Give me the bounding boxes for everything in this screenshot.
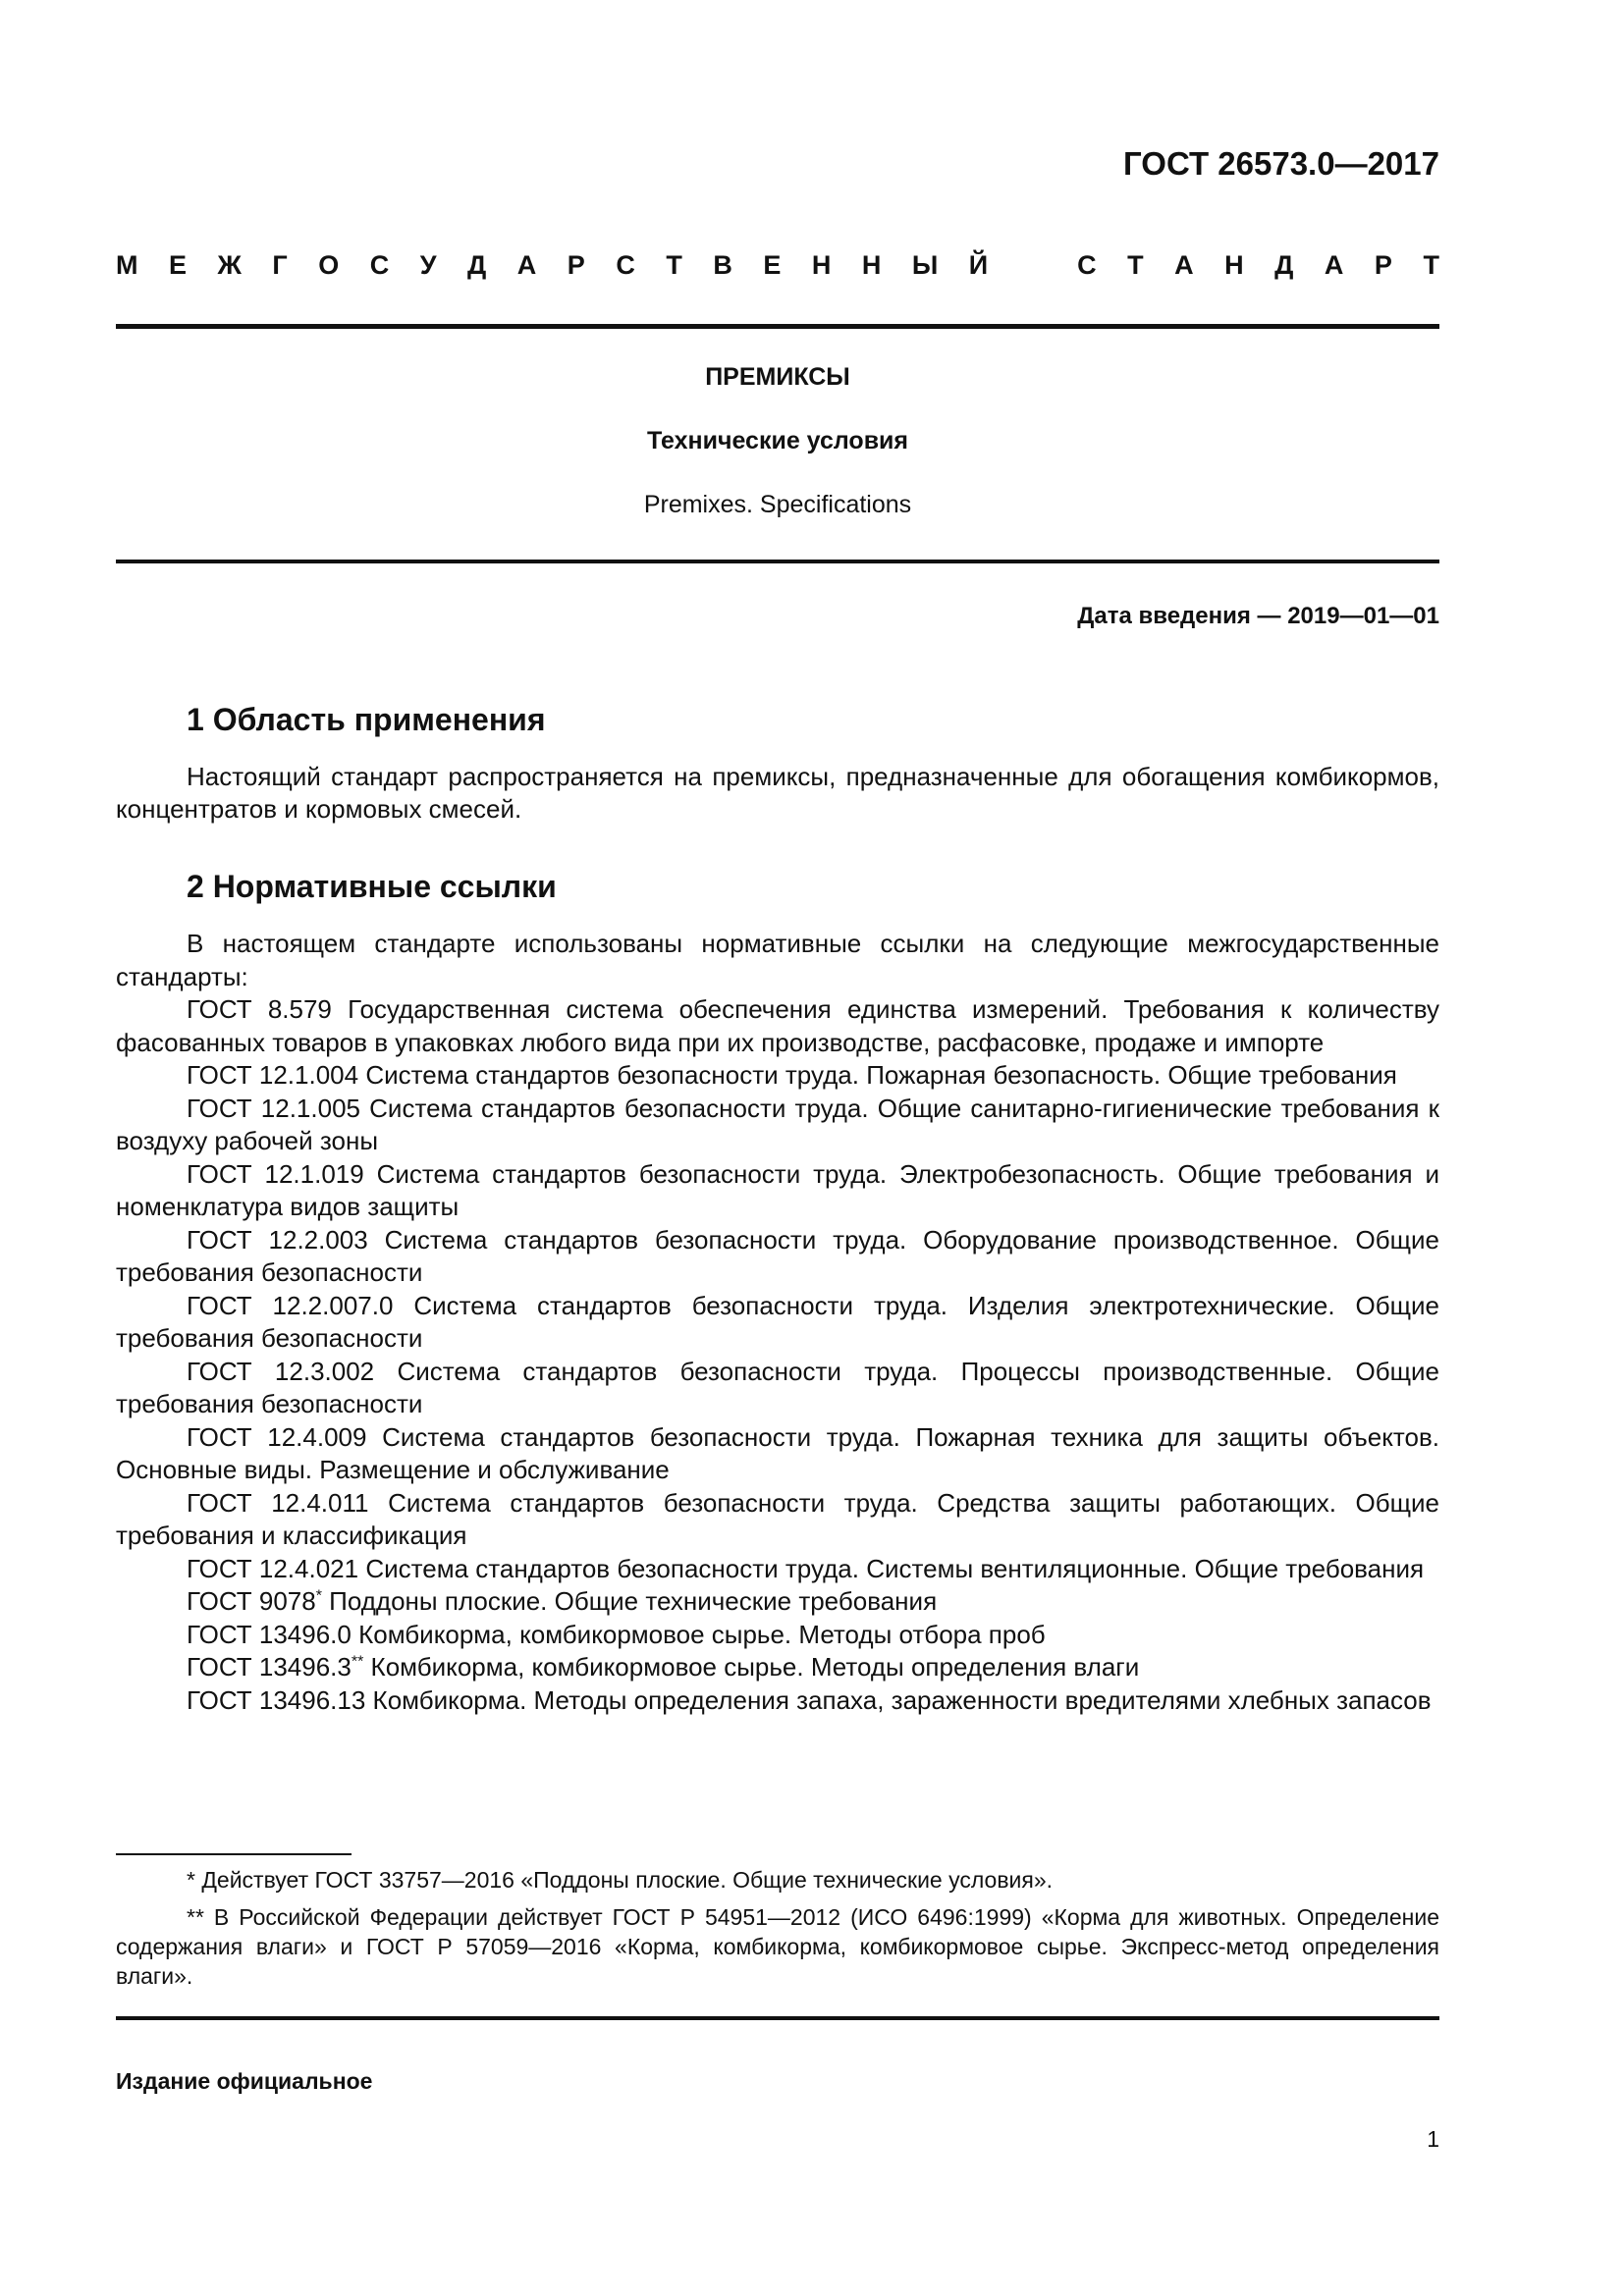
heading-letter: Т — [666, 250, 682, 280]
standard-code: ГОСТ 26573.0—2017 — [1123, 145, 1439, 182]
section-2-title: 2 Нормативные ссылки — [187, 869, 557, 904]
references-items — [116, 993, 1439, 1717]
heading-letter: Ы — [911, 250, 939, 280]
footnote-mark: ** — [351, 1653, 364, 1671]
reference-item — [116, 1619, 1439, 1652]
heading-letter: Н — [861, 250, 882, 280]
footnote-mark: * — [315, 1587, 322, 1605]
reference-text: Комбикорма. Методы определения запаха, зараженности вредителями хлебных запасов — [372, 1684, 1432, 1715]
official-edition-label: Издание официальное — [116, 2068, 373, 2094]
reference-item — [116, 1421, 1439, 1487]
heading-gap — [1019, 250, 1047, 281]
heading-letter: Р — [1374, 250, 1392, 280]
heading-letter: Н — [1224, 250, 1244, 280]
reference-number: ГОСТ 13496.3 — [187, 1652, 352, 1682]
reference-text: Комбикорма, комбикормовое сырье. Методы отбора проб — [358, 1619, 1046, 1649]
reference-number: ГОСТ 12.4.009 — [187, 1421, 367, 1452]
reference-item — [116, 1651, 1439, 1684]
reference-item — [116, 1224, 1439, 1290]
heading-letter: У — [419, 250, 437, 280]
reference-text: Система стандартов безопасности труда. Общие санитарно-гигиенические требования к воздуху рабочей зоны — [116, 1093, 1439, 1155]
reference-number: ГОСТ 9078 — [187, 1586, 316, 1616]
page-number: 1 — [1427, 2126, 1439, 2152]
reference-item — [116, 1158, 1439, 1224]
reference-item — [116, 1684, 1439, 1718]
reference-item — [116, 1553, 1439, 1586]
heading-letter: Р — [567, 250, 585, 280]
reference-number: ГОСТ 12.1.004 — [187, 1060, 359, 1090]
heading-letter: В — [713, 250, 732, 280]
heading-letter: Д — [1274, 250, 1294, 280]
reference-text: Система стандартов безопасности труда. Пожарная техника для защиты объектов. Основные виды. Размещение и обслуживание — [116, 1421, 1439, 1484]
bottom-rule — [116, 2016, 1439, 2020]
standard-kind-heading — [116, 250, 1439, 281]
section-1-body — [116, 761, 1439, 826]
document-title-english: Premixes. Specifications — [643, 491, 912, 518]
footnotes — [116, 1865, 1439, 1999]
reference-number: ГОСТ 13496.13 — [187, 1684, 366, 1715]
heading-letter: С — [1077, 250, 1097, 280]
reference-number: ГОСТ 12.1.005 — [187, 1093, 360, 1123]
footnote: ** В Российской Федерации действует ГОСТ Р 54951—2012 (ИСО 6496:1999) «Корма для животных. Определение содержания влаги» и ГОСТ Р 57059—2016 «Корма, комбикорма, комбикормовое сырье. Экспресс-метод определения влаги». — [116, 1904, 1439, 1989]
reference-item — [116, 1487, 1439, 1553]
heading-letter: Н — [811, 250, 832, 280]
introduction-date: Дата введения — 2019—01—01 — [1077, 603, 1439, 629]
heading-letter: Т — [1423, 250, 1439, 280]
references-list — [116, 928, 1439, 1717]
reference-number: ГОСТ 12.2.007.0 — [187, 1290, 394, 1320]
reference-number: ГОСТ 12.4.021 — [187, 1553, 359, 1583]
footnote: * Действует ГОСТ 33757—2016 «Поддоны плоские. Общие технические условия». — [187, 1867, 1054, 1893]
reference-number: ГОСТ 12.2.003 — [187, 1224, 368, 1255]
reference-item — [116, 1059, 1439, 1093]
reference-item — [116, 1290, 1439, 1356]
reference-number: ГОСТ 12.1.019 — [187, 1158, 364, 1189]
reference-item — [116, 1093, 1439, 1158]
reference-text: Поддоны плоские. Общие технические требования — [329, 1586, 938, 1616]
heading-letter: Д — [467, 250, 487, 280]
heading-letter: О — [318, 250, 340, 280]
section-1-text: Настоящий стандарт распространяется на премиксы, предназначенные для обогащения комбикормов, концентратов и кормовых смесей. — [116, 762, 1439, 824]
reference-text: Комбикорма, комбикормовое сырье. Методы определения влаги — [370, 1652, 1140, 1682]
reference-text: Система стандартов безопасности труда. Пожарная безопасность. Общие требования — [365, 1060, 1397, 1090]
heading-letter: Е — [169, 250, 188, 280]
heading-letter: С — [616, 250, 635, 280]
reference-number: ГОСТ 12.4.011 — [187, 1487, 369, 1518]
heading-letter: А — [1174, 250, 1194, 280]
top-rule — [116, 324, 1439, 329]
reference-text: Система стандартов безопасности труда. Электробезопасность. Общие требования и номенклатура видов защиты — [116, 1158, 1439, 1221]
heading-letter: Ж — [217, 250, 242, 280]
section-1-title: 1 Область применения — [187, 702, 546, 737]
reference-text: Система стандартов безопасности труда. Изделия электротехнические. Общие требования безопасности — [116, 1290, 1439, 1353]
reference-item — [116, 1356, 1439, 1421]
heading-letter: А — [516, 250, 537, 280]
reference-item — [116, 1585, 1439, 1619]
references-lead: В настоящем стандарте использованы нормативные ссылки на следующие межгосударственные стандарты: — [116, 929, 1439, 991]
heading-letter: Е — [763, 250, 782, 280]
reference-number: ГОСТ 13496.0 — [187, 1619, 352, 1649]
reference-text: Государственная система обеспечения единства измерений. Требования к количеству фасованных товаров в упаковках любого вида при их производстве, расфасовке, продаже и импорте — [116, 994, 1439, 1057]
document-subtitle: Технические условия — [646, 427, 909, 454]
heading-letter: Й — [968, 250, 989, 280]
document-title: ПРЕМИКСЫ — [705, 363, 850, 391]
reference-text: Система стандартов безопасности труда. Системы вентиляционные. Общие требования — [365, 1553, 1425, 1583]
heading-letter: М — [116, 250, 138, 280]
reference-text: Система стандартов безопасности труда. Процессы производственные. Общие требования безопасности — [116, 1356, 1439, 1418]
title-rule — [116, 560, 1439, 563]
heading-letter: А — [1324, 250, 1344, 280]
reference-item — [116, 993, 1439, 1059]
reference-text: Система стандартов безопасности труда. Оборудование производственное. Общие требования безопасности — [116, 1224, 1439, 1287]
heading-letter: Г — [272, 250, 288, 280]
reference-number: ГОСТ 8.579 — [187, 994, 332, 1024]
reference-text: Система стандартов безопасности труда. Средства защиты работающих. Общие требования и классификация — [116, 1487, 1439, 1550]
reference-number: ГОСТ 12.3.002 — [187, 1356, 375, 1386]
footnote-rule — [116, 1853, 352, 1855]
heading-letter: С — [369, 250, 390, 280]
heading-letter: Т — [1127, 250, 1144, 280]
